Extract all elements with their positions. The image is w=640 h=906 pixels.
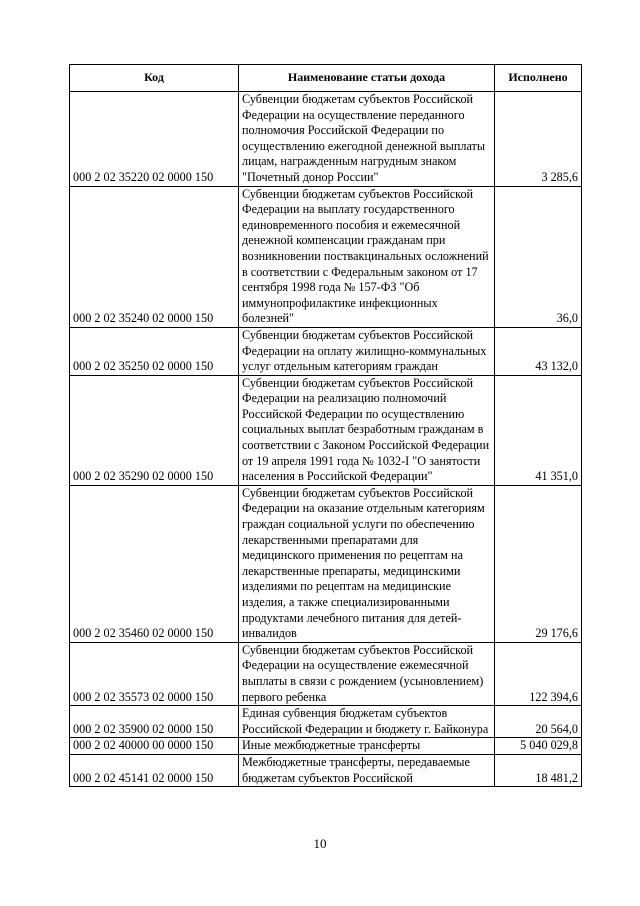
row-name: Субвенции бюджетам субъектов Российской Федерации на реализацию полномочий Российской Федерации по осуществлению социальных выплат безработным гражданам в соответствии с Законом Российской Федерации от 19 апреля 1991 года № 1032-I "О занятости населения в Российской Федерации" bbox=[239, 375, 495, 485]
row-code: 000 2 02 35250 02 0000 150 bbox=[70, 327, 239, 375]
table-row bbox=[70, 92, 582, 187]
row-amount: 3 285,6 bbox=[495, 92, 582, 187]
row-name: Межбюджетные трансферты, передаваемые бюджетам субъектов Российской bbox=[239, 754, 495, 786]
row-code: 000 2 02 35220 02 0000 150 bbox=[70, 92, 239, 187]
row-amount: 36,0 bbox=[495, 186, 582, 327]
row-amount: 122 394,6 bbox=[495, 642, 582, 705]
header-code: Код bbox=[70, 65, 239, 92]
row-amount: 41 351,0 bbox=[495, 375, 582, 485]
header-amount: Исполнено bbox=[495, 65, 582, 92]
table-header-row bbox=[70, 65, 582, 92]
table-row bbox=[70, 485, 582, 642]
row-name: Субвенции бюджетам субъектов Российской Федерации на осуществление ежемесячной выплаты в связи с рождением (усыновлением) первого ребенка bbox=[239, 642, 495, 705]
table-row bbox=[70, 327, 582, 375]
row-code: 000 2 02 40000 00 0000 150 bbox=[70, 738, 239, 755]
row-amount: 43 132,0 bbox=[495, 327, 582, 375]
row-amount: 29 176,6 bbox=[495, 485, 582, 642]
page-number: 10 bbox=[313, 836, 327, 851]
table-row bbox=[70, 642, 582, 705]
table-row bbox=[70, 186, 582, 327]
row-amount: 5 040 029,8 bbox=[495, 738, 582, 755]
row-code: 000 2 02 35900 02 0000 150 bbox=[70, 706, 239, 738]
row-code: 000 2 02 35240 02 0000 150 bbox=[70, 186, 239, 327]
table-row bbox=[70, 375, 582, 485]
table-row bbox=[70, 738, 582, 755]
table-row bbox=[70, 754, 582, 786]
table-row bbox=[70, 706, 582, 738]
row-amount: 20 564,0 bbox=[495, 706, 582, 738]
row-code: 000 2 02 35460 02 0000 150 bbox=[70, 485, 239, 642]
row-name: Субвенции бюджетам субъектов Российской Федерации на оплату жилищно-коммунальных услуг отдельным категориям граждан bbox=[239, 327, 495, 375]
row-name: Субвенции бюджетам субъектов Российской Федерации на оказание отдельным категориям граждан социальной услуги по обеспечению лекарственными препаратами для медицинского применения по рецептам на лекарственные препараты, медицинскими изделиями по рецептам на медицинские изделия, а также специализированными продуктами лечебного питания для детей-инвалидов bbox=[239, 485, 495, 642]
row-name: Субвенции бюджетам субъектов Российской Федерации на выплату государственного единовременного пособия и ежемесячной денежной компенсации гражданам при возникновении поствакцинальных осложнений в соответствии с Федеральным законом от 17 сентября 1998 года № 157-ФЗ "Об иммунопрофилактике инфекционных болезней" bbox=[239, 186, 495, 327]
row-code: 000 2 02 35290 02 0000 150 bbox=[70, 375, 239, 485]
revenue-table bbox=[69, 64, 582, 787]
row-code: 000 2 02 35573 02 0000 150 bbox=[70, 642, 239, 705]
row-code: 000 2 02 45141 02 0000 150 bbox=[70, 754, 239, 786]
row-name: Субвенции бюджетам субъектов Российской Федерации на осуществление переданного полномочия Российской Федерации по осуществлению ежегодной денежной выплаты лицам, награжденным нагрудным знаком "Почетный донор России" bbox=[239, 92, 495, 187]
row-amount: 18 481,2 bbox=[495, 754, 582, 786]
row-name: Единая субвенция бюджетам субъектов Российской Федерации и бюджету г. Байконура bbox=[239, 706, 495, 738]
header-name: Наименование статьи дохода bbox=[239, 65, 495, 92]
row-name: Иные межбюджетные трансферты bbox=[239, 738, 495, 755]
